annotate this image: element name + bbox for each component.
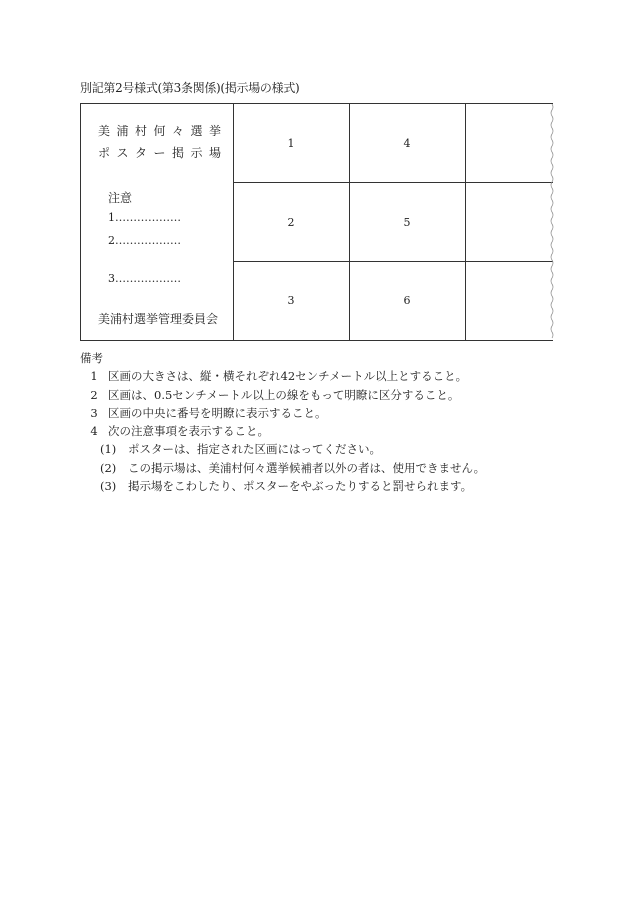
notice-item-2: 2………………	[108, 234, 181, 247]
remark-number: 2	[90, 387, 98, 402]
poster-slot-number: 3	[287, 294, 295, 307]
subitem-number: (3)	[100, 479, 117, 494]
remark-number: 4	[90, 424, 98, 439]
board-heading-poster: ポスター掲示場	[98, 146, 228, 160]
remarks-section	[80, 349, 485, 495]
remark-item	[80, 422, 485, 440]
remark-text: 区画の中央に番号を明瞭に表示すること。	[108, 405, 327, 420]
subitem-text: この掲示場は、美浦村何々選挙候補者以外の者は、使用できません。	[128, 460, 486, 475]
remark-subitem	[80, 459, 485, 477]
notice-item-3: 3………………	[108, 272, 181, 285]
poster-slot-number: 6	[403, 294, 411, 307]
poster-slot-number: 2	[287, 216, 295, 229]
subitem-text: ポスターは、指定された区画にはってください。	[128, 442, 381, 457]
remark-item	[80, 386, 485, 404]
poster-slot-number: 5	[403, 216, 411, 229]
board-heading-election: 美浦村何々選挙	[98, 124, 228, 138]
poster-board-form	[80, 103, 553, 341]
issuer-label: 美浦村選挙管理委員会	[98, 312, 219, 326]
subitem-text: 掲示場をこわしたり、ポスターをやぶったりすると罰せられます。	[128, 479, 473, 494]
notice-cell	[81, 104, 233, 340]
remark-number: 1	[90, 369, 98, 384]
remark-text: 区画は、0.5センチメートル以上の線をもって明瞭に区分すること。	[108, 387, 460, 402]
remark-item	[80, 404, 485, 422]
grid-line	[233, 182, 553, 183]
subitem-number: (2)	[100, 460, 117, 475]
grid-line	[349, 104, 350, 340]
remark-text: 次の注意事項を表示すること。	[108, 424, 269, 439]
remark-number: 3	[90, 405, 98, 420]
notice-item-1: 1………………	[108, 211, 181, 224]
remark-subitem	[80, 440, 485, 458]
page-title: 別記第2号様式(第3条関係)(掲示場の様式)	[80, 81, 300, 95]
notice-label: 注意	[108, 191, 133, 205]
grid-line	[233, 104, 234, 340]
grid-line	[465, 104, 466, 340]
remark-subitem	[80, 477, 485, 495]
remark-text: 区画の大きさは、縦・横それぞれ42センチメートル以上とすること。	[108, 369, 468, 384]
remark-item	[80, 367, 485, 385]
poster-slot-number: 1	[287, 137, 295, 150]
subitem-number: (1)	[100, 442, 117, 457]
remarks-label: 備考	[80, 351, 103, 365]
break-line	[549, 104, 555, 340]
poster-slot-number: 4	[403, 137, 411, 150]
grid-line	[233, 261, 553, 262]
